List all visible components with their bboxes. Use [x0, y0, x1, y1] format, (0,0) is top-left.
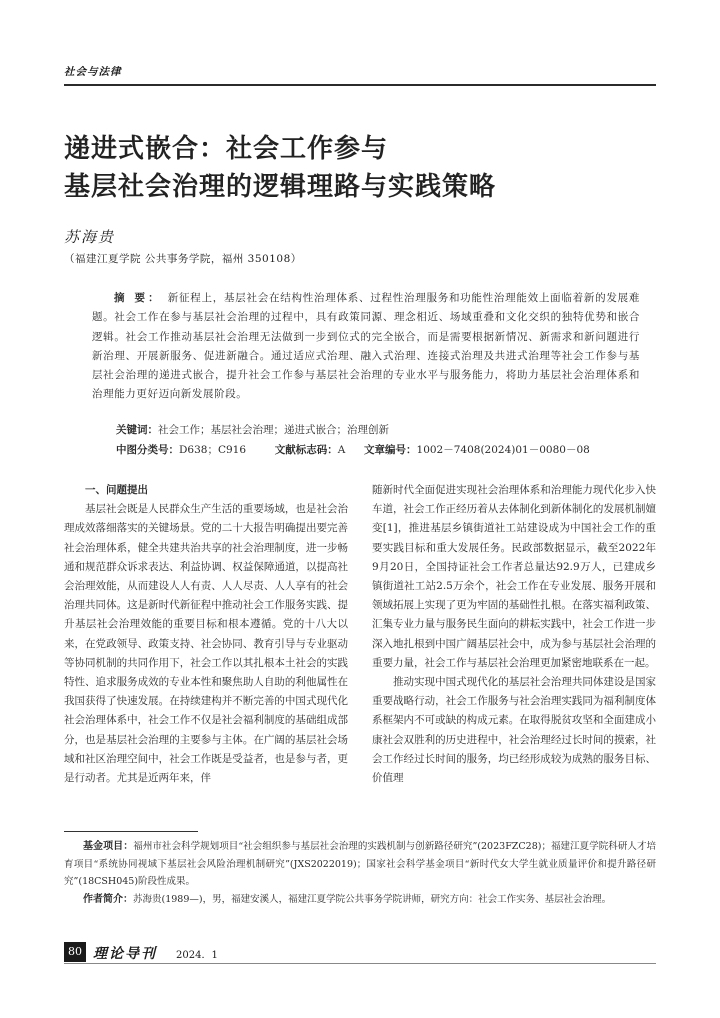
- doc-code-label: 文献标志码：: [274, 444, 338, 456]
- header-rule: [64, 84, 656, 86]
- page-number: 80: [64, 942, 86, 962]
- keywords-text: 社会工作；基层社会治理；递进式嵌合；治理创新: [158, 424, 389, 436]
- clc-value: D638；C916: [179, 444, 247, 456]
- fund-label: 基金项目：: [83, 841, 134, 852]
- keywords-label: 关键词：: [116, 424, 158, 436]
- footer-rule: [64, 963, 656, 964]
- classification-line: [116, 442, 590, 457]
- author-note-text: 苏海贵(1989—)，男，福建安溪人，福建江夏学院公共事务学院讲师，研究方向：社会工作实务、基层社会治理。: [133, 893, 612, 905]
- title-line-1: 递进式嵌合：社会工作参与: [64, 134, 389, 164]
- abstract-text: 新征程上，基层社会在结构性治理体系、过程性治理服务和功能性治理能效上面临着新的发展难题。社会工作在参与基层社会治理的过程中，具有政策同源、理念相近、场域重叠和文化交织的独特优势和嵌合逻辑。社会工作推动基层社会治理无法做到一步到位式的完全嵌合，而是需要根据新情况、新需求和新问题进行新治理、开展新服务、促进新融合。通过适应式治理、融入式治理、连接式治理及共进式治理等社会工作参与基层社会治理的递进式嵌合，提升社会工作参与基层社会治理的专业水平与服务能力，将助力基层社会治理体系和治理能力更好迈向新发展阶段。: [92, 292, 640, 401]
- article-title: [64, 130, 664, 206]
- author-affiliation: （福建江夏学院 公共事务学院，福州 350108）: [64, 253, 302, 265]
- body-column-right: [372, 481, 656, 788]
- journal-name: 理论导刊: [93, 946, 157, 962]
- author-note: [64, 891, 656, 909]
- abstract: [92, 289, 640, 405]
- body-column-left: [64, 481, 348, 788]
- clc-label: 中图分类号：: [116, 444, 179, 456]
- issue-number: 2024．1: [176, 950, 218, 961]
- paragraph: 随新时代全面促进实现社会治理体系和治理能力现代化步入快车道，社会工作正经历着从去体制化到新体制化的发展机制嬗变[1]，推进基层乡镇街道社工站建设成为中国社会工作的重要实践目标和重大发展任务。民政部数据显示，截至2022年9月20日，全国持证社会工作者总量达92.9万人，已建成乡镇街道社工站2.5万余个，社会工作在专业发展、服务开展和领域拓展上实现了更为牢固的基础性扎根。在落实福利政策、汇集专业力量与服务民生面向的耕耘实践中，社会工作进一步深入地扎根到中国广阔基层社会中，成为参与基层社会治理的重要力量，社会工作与基层社会治理更加紧密地联系在一起。: [372, 484, 656, 669]
- title-line-2: 基层社会治理的逻辑理路与实践策略: [64, 172, 497, 202]
- paragraph: 基层社会既是人民群众生产生活的重要场域，也是社会治理成效落细落实的关键场景。党的二十大报告明确提出要完善社会治理体系，健全共建共治共享的社会治理制度，进一步畅通和规范群众诉求表达、利益协调、权益保障通道，以提高社会治理效能，从而建设人人有责、人人尽责、人人享有的社会治理共同体。这是新时代新征程中推动社会工作服务实践、提升基层社会治理效能的重要目标和根本遵循。党的十八大以来，在党政领导、政策支持、社会协同、教育引导与专业驱动等协同机制的共同作用下，社会工作以其扎根本土社会的实践特性、追求服务成效的专业本性和聚焦助人自助的利他属性在我国获得了快速发展。在持续建构并不断完善的中国式现代化社会治理体系中，社会工作不仅是社会福利制度的基础组成部分，也是基层社会治理的主要参与主体。在广阔的基层社会场域和社区治理空间中，社会工作既是受益者，也是参与者，更是行动者。尤其是近两年来，伴: [64, 503, 348, 785]
- footnotes: [64, 838, 656, 908]
- paragraph: 推动实现中国式现代化的基层社会治理共同体建设是国家重要战略行动，社会工作服务与社会治理实践同为福利制度体系框架内不可或缺的构成元素。在取得脱贫攻坚和全面建成小康社会双胜利的历史进程中，社会治理经过长时间的摸索，社会工作经过长时间的服务，均已经形成较为成熟的服务目标、价值理: [372, 676, 656, 785]
- abstract-label: 摘 要：: [114, 292, 162, 304]
- footnote-rule: [64, 831, 198, 832]
- keywords: [116, 422, 389, 437]
- article-no-label: 文章编号：: [364, 444, 417, 456]
- section-heading: 一、问题提出: [85, 484, 148, 496]
- section-tag: 社会与法律: [64, 66, 122, 78]
- doc-code-value: A: [337, 444, 346, 456]
- author-name: 苏海贵: [64, 228, 116, 246]
- fund-text: 福州市社会科学规划项目“社会组织参与基层社会治理的实践机制与创新路径研究”(2023FZC28)；福建江夏学院科研人才培育项目“系统协同视域下基层社会风险治理机制研究”(JXS2022019)；国家社会科学基金项目“新时代女大学生就业质量评价和提升路径研究”(18CSH045)阶段性成果。: [64, 841, 657, 887]
- article-no-value: 1002－7408(2024)01－0080－08: [416, 444, 590, 456]
- fund-note: [64, 838, 656, 891]
- author-note-label: 作者简介：: [83, 893, 133, 905]
